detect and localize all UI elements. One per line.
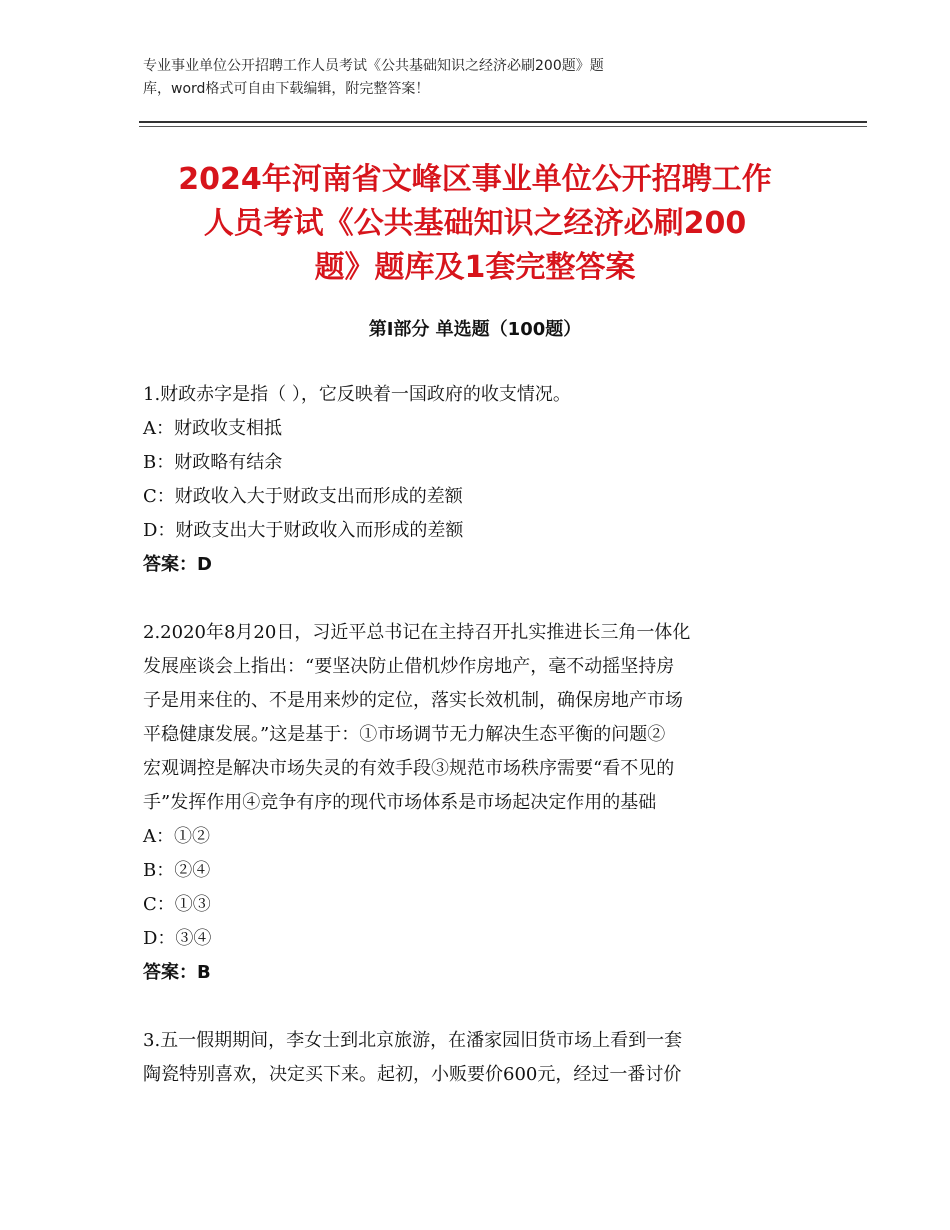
question-stem: 手”发挥作用④竞争有序的现代市场体系是市场起决定作用的基础 xyxy=(143,792,657,813)
answer-label: 答案：D xyxy=(143,554,212,575)
question-2 xyxy=(143,616,815,990)
header-divider-thin xyxy=(139,126,867,127)
header-divider-thick xyxy=(139,121,867,123)
title-line: 题》题库及1套完整答案 xyxy=(314,250,636,285)
question-stem: 子是用来住的、不是用来炒的定位，落实长效机制，确保房地产市场 xyxy=(143,690,683,711)
option-b: B：②④ xyxy=(143,860,211,881)
option-a: A：财政收支相抵 xyxy=(143,418,282,439)
option-d: D：③④ xyxy=(143,928,212,949)
answer-label: 答案：B xyxy=(143,962,211,983)
question-stem: 3.五一假期期间，李女士到北京旅游，在潘家园旧货市场上看到一套 xyxy=(143,1030,683,1051)
document-title xyxy=(139,158,811,290)
header-note-line: 专业事业单位公开招聘工作人员考试《公共基础知识之经济必刷200题》题 xyxy=(143,58,604,74)
title-line: 2024年河南省文峰区事业单位公开招聘工作 xyxy=(178,162,772,197)
question-stem: 陶瓷特别喜欢，决定买下来。起初，小贩要价600元，经过一番讨价 xyxy=(143,1064,682,1085)
question-stem: 发展座谈会上指出：“要坚决防止借机炒作房地产，毫不动摇坚持房 xyxy=(143,656,675,677)
header-note xyxy=(143,55,783,101)
question-stem: 2.2020年8月20日，习近平总书记在主持召开扎实推进长三角一体化 xyxy=(143,622,691,643)
question-1 xyxy=(143,378,815,582)
option-b: B：财政略有结余 xyxy=(143,452,283,473)
question-3 xyxy=(143,1024,815,1092)
question-spacer xyxy=(143,582,815,616)
question-stem: 1.财政赤字是指（ ），它反映着一国政府的收支情况。 xyxy=(143,384,571,405)
option-c: C：财政收入大于财政支出而形成的差额 xyxy=(143,486,463,507)
question-stem: 平稳健康发展。”这是基于：①市场调节无力解决生态平衡的问题② xyxy=(143,724,666,745)
question-list xyxy=(143,378,815,1092)
question-stem: 宏观调控是解决市场失灵的有效手段③规范市场秩序需要“看不见的 xyxy=(143,758,675,779)
option-a: A：①② xyxy=(143,826,210,847)
section-heading: 第Ⅰ部分 单选题（100题） xyxy=(368,319,582,340)
option-d: D：财政支出大于财政收入而形成的差额 xyxy=(143,520,464,541)
question-spacer xyxy=(143,990,815,1024)
title-line: 人员考试《公共基础知识之经济必刷200 xyxy=(203,206,747,241)
option-c: C：①③ xyxy=(143,894,211,915)
header-note-line: 库，word格式可自由下载编辑，附完整答案！ xyxy=(143,81,430,97)
